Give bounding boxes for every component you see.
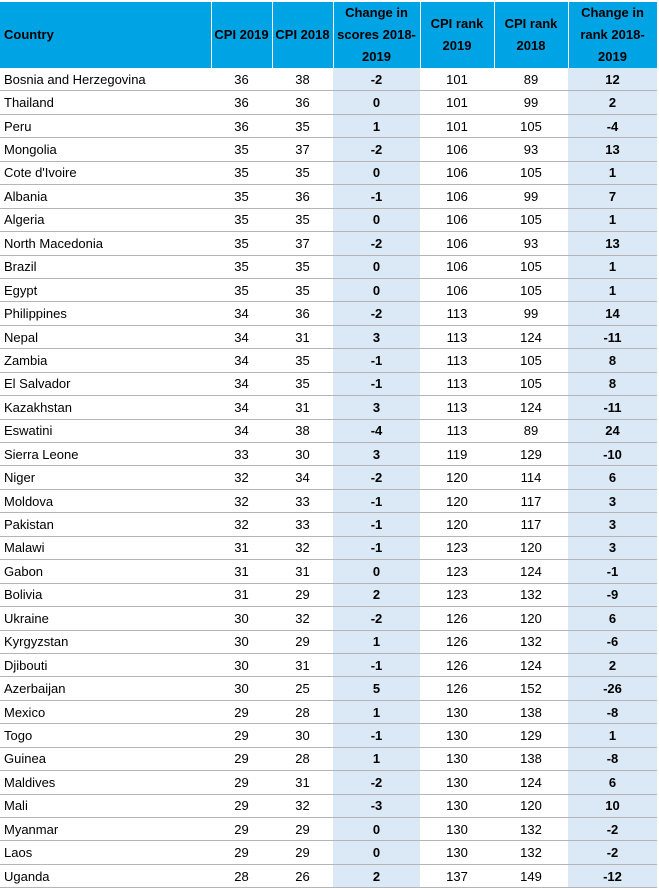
header-rank-change: Change in rank 2018-2019 (568, 2, 657, 68)
rank-change-cell: 1 (568, 724, 657, 747)
rank-2018-cell: 129 (494, 443, 568, 466)
score-change-cell: 0 (333, 161, 420, 184)
cpi-2018-cell: 37 (272, 138, 333, 161)
cpi-2019-cell: 31 (211, 583, 272, 606)
country-cell: Togo (0, 724, 211, 747)
cpi-2018-cell: 38 (272, 68, 333, 91)
cpi-2018-cell: 36 (272, 91, 333, 114)
country-cell: Mali (0, 794, 211, 817)
cpi-2019-cell: 34 (211, 419, 272, 442)
table-row (0, 138, 657, 161)
score-change-cell: 0 (333, 208, 420, 231)
cpi-2019-cell: 34 (211, 396, 272, 419)
score-change-cell: 1 (333, 114, 420, 137)
cpi-2018-cell: 35 (272, 208, 333, 231)
rank-2018-cell: 132 (494, 841, 568, 864)
cpi-2018-cell: 37 (272, 232, 333, 255)
rank-change-cell: 6 (568, 466, 657, 489)
cpi-2019-cell: 29 (211, 794, 272, 817)
cpi-2018-cell: 33 (272, 513, 333, 536)
country-cell: Laos (0, 841, 211, 864)
rank-change-cell: -8 (568, 747, 657, 770)
rank-2019-cell: 120 (420, 466, 494, 489)
rank-change-cell: 6 (568, 607, 657, 630)
rank-change-cell: 8 (568, 349, 657, 372)
score-change-cell: -1 (333, 653, 420, 676)
cpi-2019-cell: 34 (211, 349, 272, 372)
rank-2019-cell: 106 (420, 185, 494, 208)
cpi-table (0, 2, 658, 888)
rank-2018-cell: 99 (494, 302, 568, 325)
table-row (0, 864, 657, 887)
rank-change-cell: 6 (568, 771, 657, 794)
rank-change-cell: 2 (568, 91, 657, 114)
table-row (0, 747, 657, 770)
rank-2019-cell: 106 (420, 138, 494, 161)
table-row (0, 583, 657, 606)
rank-2019-cell: 130 (420, 700, 494, 723)
rank-2019-cell: 106 (420, 232, 494, 255)
table-row (0, 653, 657, 676)
header-cpi-2018: CPI 2018 (272, 2, 333, 68)
cpi-2019-cell: 34 (211, 372, 272, 395)
table-header-row (0, 2, 657, 68)
score-change-cell: -2 (333, 771, 420, 794)
country-cell: Cote d'Ivoire (0, 161, 211, 184)
score-change-cell: -2 (333, 232, 420, 255)
country-cell: Guinea (0, 747, 211, 770)
table-row (0, 278, 657, 301)
cpi-2018-cell: 31 (272, 396, 333, 419)
rank-2019-cell: 101 (420, 68, 494, 91)
cpi-2019-cell: 35 (211, 185, 272, 208)
table-row (0, 208, 657, 231)
cpi-2019-cell: 34 (211, 302, 272, 325)
rank-change-cell: 14 (568, 302, 657, 325)
rank-change-cell: -1 (568, 560, 657, 583)
rank-2018-cell: 117 (494, 513, 568, 536)
rank-2019-cell: 130 (420, 771, 494, 794)
rank-2018-cell: 124 (494, 653, 568, 676)
rank-2019-cell: 106 (420, 255, 494, 278)
rank-2018-cell: 114 (494, 466, 568, 489)
cpi-2018-cell: 32 (272, 607, 333, 630)
score-change-cell: -1 (333, 536, 420, 559)
cpi-2018-cell: 28 (272, 747, 333, 770)
rank-2019-cell: 113 (420, 349, 494, 372)
country-cell: Peru (0, 114, 211, 137)
rank-2018-cell: 105 (494, 349, 568, 372)
rank-2018-cell: 105 (494, 114, 568, 137)
cpi-2019-cell: 29 (211, 841, 272, 864)
country-cell: Uganda (0, 864, 211, 887)
score-change-cell: -2 (333, 466, 420, 489)
cpi-2018-cell: 31 (272, 325, 333, 348)
rank-2019-cell: 113 (420, 372, 494, 395)
rank-change-cell: 12 (568, 68, 657, 91)
table-row (0, 396, 657, 419)
cpi-2018-cell: 36 (272, 185, 333, 208)
country-cell: Nepal (0, 325, 211, 348)
country-cell: Gabon (0, 560, 211, 583)
country-cell: Malawi (0, 536, 211, 559)
rank-2018-cell: 124 (494, 771, 568, 794)
rank-change-cell: 1 (568, 255, 657, 278)
score-change-cell: -4 (333, 419, 420, 442)
rank-2018-cell: 105 (494, 161, 568, 184)
rank-2018-cell: 120 (494, 536, 568, 559)
rank-2018-cell: 124 (494, 560, 568, 583)
cpi-2018-cell: 32 (272, 536, 333, 559)
score-change-cell: 0 (333, 278, 420, 301)
cpi-2019-cell: 32 (211, 513, 272, 536)
rank-2018-cell: 105 (494, 278, 568, 301)
cpi-2018-cell: 35 (272, 349, 333, 372)
country-cell: Maldives (0, 771, 211, 794)
cpi-2019-cell: 29 (211, 771, 272, 794)
rank-2019-cell: 130 (420, 724, 494, 747)
table-row (0, 68, 657, 91)
cpi-2018-cell: 29 (272, 841, 333, 864)
header-score-change: Change in scores 2018-2019 (333, 2, 420, 68)
rank-2019-cell: 126 (420, 677, 494, 700)
rank-2018-cell: 149 (494, 864, 568, 887)
cpi-2019-cell: 30 (211, 630, 272, 653)
score-change-cell: 5 (333, 677, 420, 700)
score-change-cell: 0 (333, 560, 420, 583)
cpi-2019-cell: 34 (211, 325, 272, 348)
rank-2019-cell: 106 (420, 208, 494, 231)
table-row (0, 419, 657, 442)
rank-change-cell: -9 (568, 583, 657, 606)
cpi-2019-cell: 29 (211, 818, 272, 841)
score-change-cell: -2 (333, 607, 420, 630)
country-cell: Ukraine (0, 607, 211, 630)
country-cell: Philippines (0, 302, 211, 325)
rank-2019-cell: 113 (420, 419, 494, 442)
rank-change-cell: 1 (568, 278, 657, 301)
table-row (0, 114, 657, 137)
country-cell: Kyrgyzstan (0, 630, 211, 653)
rank-2018-cell: 132 (494, 583, 568, 606)
country-cell: North Macedonia (0, 232, 211, 255)
country-cell: Eswatini (0, 419, 211, 442)
table-row (0, 560, 657, 583)
country-cell: Sierra Leone (0, 443, 211, 466)
cpi-2018-cell: 28 (272, 700, 333, 723)
table-row (0, 466, 657, 489)
cpi-2019-cell: 32 (211, 466, 272, 489)
cpi-2019-cell: 30 (211, 653, 272, 676)
rank-2018-cell: 105 (494, 208, 568, 231)
country-cell: Moldova (0, 489, 211, 512)
cpi-2018-cell: 35 (272, 278, 333, 301)
score-change-cell: -1 (333, 349, 420, 372)
rank-change-cell: -6 (568, 630, 657, 653)
table-row (0, 349, 657, 372)
cpi-2018-cell: 31 (272, 771, 333, 794)
rank-2019-cell: 126 (420, 607, 494, 630)
table-row (0, 841, 657, 864)
score-change-cell: -1 (333, 185, 420, 208)
score-change-cell: -2 (333, 302, 420, 325)
cpi-2019-cell: 36 (211, 91, 272, 114)
cpi-2018-cell: 29 (272, 630, 333, 653)
header-country: Country (0, 2, 211, 68)
cpi-2019-cell: 36 (211, 68, 272, 91)
cpi-2019-cell: 28 (211, 864, 272, 887)
rank-change-cell: -26 (568, 677, 657, 700)
rank-2018-cell: 89 (494, 419, 568, 442)
rank-change-cell: 1 (568, 161, 657, 184)
cpi-2018-cell: 25 (272, 677, 333, 700)
cpi-2019-cell: 35 (211, 138, 272, 161)
rank-change-cell: -8 (568, 700, 657, 723)
rank-2019-cell: 126 (420, 630, 494, 653)
rank-2018-cell: 152 (494, 677, 568, 700)
country-cell: Bolivia (0, 583, 211, 606)
cpi-2019-cell: 29 (211, 724, 272, 747)
cpi-2019-cell: 31 (211, 536, 272, 559)
rank-2018-cell: 117 (494, 489, 568, 512)
score-change-cell: 0 (333, 91, 420, 114)
table-row (0, 700, 657, 723)
rank-2018-cell: 120 (494, 607, 568, 630)
rank-change-cell: 8 (568, 372, 657, 395)
rank-2018-cell: 138 (494, 700, 568, 723)
score-change-cell: 0 (333, 255, 420, 278)
country-cell: Mongolia (0, 138, 211, 161)
score-change-cell: -2 (333, 68, 420, 91)
cpi-2018-cell: 26 (272, 864, 333, 887)
country-cell: Zambia (0, 349, 211, 372)
cpi-2018-cell: 35 (272, 372, 333, 395)
score-change-cell: -1 (333, 489, 420, 512)
rank-2019-cell: 130 (420, 747, 494, 770)
cpi-2019-cell: 35 (211, 161, 272, 184)
country-cell: Kazakhstan (0, 396, 211, 419)
table-row (0, 302, 657, 325)
cpi-2018-cell: 30 (272, 443, 333, 466)
rank-change-cell: 1 (568, 208, 657, 231)
rank-2018-cell: 105 (494, 255, 568, 278)
rank-change-cell: 3 (568, 489, 657, 512)
score-change-cell: -1 (333, 513, 420, 536)
cpi-2018-cell: 34 (272, 466, 333, 489)
cpi-2018-cell: 35 (272, 255, 333, 278)
country-cell: Niger (0, 466, 211, 489)
rank-2018-cell: 120 (494, 794, 568, 817)
rank-change-cell: -10 (568, 443, 657, 466)
rank-change-cell: 13 (568, 232, 657, 255)
cpi-2019-cell: 31 (211, 560, 272, 583)
cpi-2019-cell: 35 (211, 278, 272, 301)
table-row (0, 607, 657, 630)
table-row (0, 630, 657, 653)
rank-2019-cell: 106 (420, 161, 494, 184)
rank-2018-cell: 93 (494, 232, 568, 255)
rank-2019-cell: 123 (420, 583, 494, 606)
rank-2018-cell: 124 (494, 396, 568, 419)
rank-change-cell: 3 (568, 513, 657, 536)
cpi-2018-cell: 29 (272, 818, 333, 841)
cpi-2019-cell: 35 (211, 232, 272, 255)
rank-2018-cell: 132 (494, 818, 568, 841)
cpi-2018-cell: 31 (272, 560, 333, 583)
rank-2019-cell: 130 (420, 794, 494, 817)
country-cell: Myanmar (0, 818, 211, 841)
rank-2018-cell: 124 (494, 325, 568, 348)
cpi-2019-cell: 36 (211, 114, 272, 137)
rank-change-cell: -4 (568, 114, 657, 137)
score-change-cell: -1 (333, 724, 420, 747)
rank-2019-cell: 126 (420, 653, 494, 676)
score-change-cell: 1 (333, 747, 420, 770)
rank-change-cell: -2 (568, 841, 657, 864)
score-change-cell: 3 (333, 396, 420, 419)
table-body (0, 68, 657, 888)
cpi-2019-cell: 33 (211, 443, 272, 466)
table-row (0, 91, 657, 114)
header-rank-2019: CPI rank 2019 (420, 2, 494, 68)
rank-2019-cell: 130 (420, 841, 494, 864)
country-cell: Algeria (0, 208, 211, 231)
table-row (0, 513, 657, 536)
country-cell: Mexico (0, 700, 211, 723)
rank-change-cell: -11 (568, 325, 657, 348)
cpi-2018-cell: 31 (272, 653, 333, 676)
country-cell: Bosnia and Herzegovina (0, 68, 211, 91)
cpi-2019-cell: 30 (211, 677, 272, 700)
rank-change-cell: -12 (568, 864, 657, 887)
score-change-cell: -1 (333, 372, 420, 395)
country-cell: Thailand (0, 91, 211, 114)
score-change-cell: 1 (333, 700, 420, 723)
cpi-2018-cell: 38 (272, 419, 333, 442)
cpi-2019-cell: 35 (211, 208, 272, 231)
cpi-2019-cell: 35 (211, 255, 272, 278)
cpi-2018-cell: 36 (272, 302, 333, 325)
country-cell: Azerbaijan (0, 677, 211, 700)
table-row (0, 443, 657, 466)
header-rank-2018: CPI rank 2018 (494, 2, 568, 68)
table-row (0, 325, 657, 348)
rank-change-cell: -11 (568, 396, 657, 419)
rank-2018-cell: 105 (494, 372, 568, 395)
cpi-2019-cell: 32 (211, 489, 272, 512)
rank-2019-cell: 113 (420, 325, 494, 348)
rank-change-cell: 24 (568, 419, 657, 442)
rank-2018-cell: 99 (494, 91, 568, 114)
country-cell: El Salvador (0, 372, 211, 395)
score-change-cell: 3 (333, 325, 420, 348)
score-change-cell: 3 (333, 443, 420, 466)
rank-2018-cell: 89 (494, 68, 568, 91)
header-cpi-2019: CPI 2019 (211, 2, 272, 68)
score-change-cell: 0 (333, 818, 420, 841)
rank-change-cell: 7 (568, 185, 657, 208)
country-cell: Egypt (0, 278, 211, 301)
score-change-cell: -3 (333, 794, 420, 817)
table-row (0, 372, 657, 395)
country-cell: Brazil (0, 255, 211, 278)
country-cell: Pakistan (0, 513, 211, 536)
rank-2019-cell: 137 (420, 864, 494, 887)
cpi-2019-cell: 29 (211, 747, 272, 770)
rank-2019-cell: 101 (420, 91, 494, 114)
cpi-2018-cell: 35 (272, 114, 333, 137)
rank-2018-cell: 99 (494, 185, 568, 208)
cpi-2018-cell: 30 (272, 724, 333, 747)
rank-2019-cell: 113 (420, 302, 494, 325)
score-change-cell: 1 (333, 630, 420, 653)
table-row (0, 255, 657, 278)
table-row (0, 771, 657, 794)
table-row (0, 536, 657, 559)
table-row (0, 724, 657, 747)
rank-2018-cell: 93 (494, 138, 568, 161)
cpi-2018-cell: 32 (272, 794, 333, 817)
rank-2018-cell: 129 (494, 724, 568, 747)
country-cell: Albania (0, 185, 211, 208)
score-change-cell: 2 (333, 583, 420, 606)
rank-change-cell: 10 (568, 794, 657, 817)
rank-2019-cell: 106 (420, 278, 494, 301)
rank-2019-cell: 120 (420, 513, 494, 536)
table-row (0, 161, 657, 184)
rank-2019-cell: 123 (420, 560, 494, 583)
table-row (0, 185, 657, 208)
rank-2018-cell: 132 (494, 630, 568, 653)
score-change-cell: 0 (333, 841, 420, 864)
country-cell: Djibouti (0, 653, 211, 676)
rank-2019-cell: 113 (420, 396, 494, 419)
rank-change-cell: 13 (568, 138, 657, 161)
cpi-2019-cell: 29 (211, 700, 272, 723)
table-row (0, 818, 657, 841)
rank-2019-cell: 120 (420, 489, 494, 512)
rank-change-cell: 2 (568, 653, 657, 676)
cpi-2018-cell: 35 (272, 161, 333, 184)
rank-2019-cell: 119 (420, 443, 494, 466)
rank-change-cell: 3 (568, 536, 657, 559)
table-row (0, 794, 657, 817)
rank-2019-cell: 123 (420, 536, 494, 559)
rank-2019-cell: 130 (420, 818, 494, 841)
cpi-2018-cell: 33 (272, 489, 333, 512)
rank-change-cell: -2 (568, 818, 657, 841)
rank-2019-cell: 101 (420, 114, 494, 137)
table-row (0, 489, 657, 512)
table-row (0, 677, 657, 700)
score-change-cell: -2 (333, 138, 420, 161)
cpi-2019-cell: 30 (211, 607, 272, 630)
score-change-cell: 2 (333, 864, 420, 887)
table-row (0, 232, 657, 255)
rank-2018-cell: 138 (494, 747, 568, 770)
cpi-2018-cell: 29 (272, 583, 333, 606)
